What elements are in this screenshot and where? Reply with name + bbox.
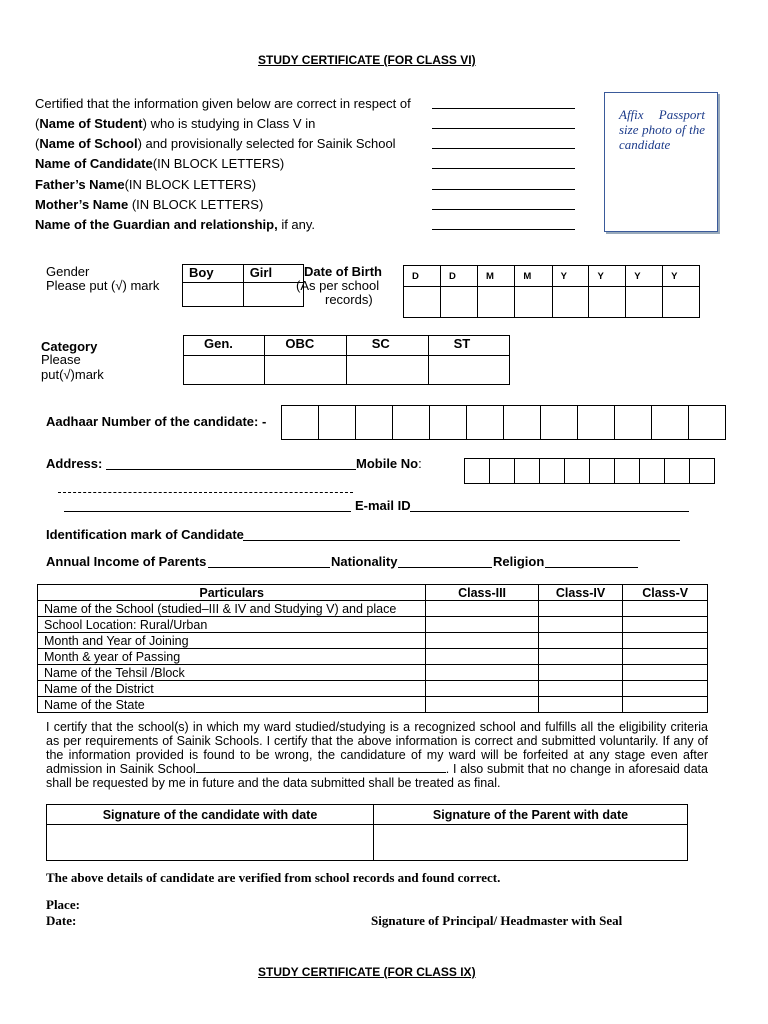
gender-label: Gender — [46, 264, 90, 279]
dob-cell-input[interactable] — [441, 287, 478, 318]
candidate-signature-label: Signature of the candidate with date — [47, 805, 374, 825]
table-row — [38, 697, 708, 713]
intro-line-2 — [35, 116, 315, 131]
dob-cell-input[interactable] — [589, 287, 626, 318]
aadhaar-digit-box[interactable] — [540, 405, 578, 440]
dob-cell-label: Y — [589, 266, 626, 287]
aadhaar-digit-box[interactable] — [577, 405, 615, 440]
religion-label: Religion — [493, 554, 545, 569]
particular-cell[interactable] — [426, 617, 538, 633]
mobile-label-text: Mobile No — [356, 456, 419, 471]
aadhaar-digit-box[interactable] — [466, 405, 504, 440]
mobile-digit-box[interactable] — [614, 458, 640, 484]
identification-field[interactable] — [243, 540, 680, 541]
particular-cell[interactable] — [426, 697, 538, 713]
particular-cell[interactable] — [538, 697, 623, 713]
category-obc-label: OBC — [265, 336, 346, 356]
intro-line-7-rest: if any. — [277, 217, 316, 232]
particular-cell[interactable] — [623, 617, 708, 633]
particular-cell[interactable] — [538, 665, 623, 681]
particular-cell[interactable] — [426, 633, 538, 649]
dob-cell-input[interactable] — [626, 287, 663, 318]
sainik-school-blank[interactable] — [196, 772, 446, 773]
category-st-box[interactable] — [428, 356, 509, 385]
particular-cell[interactable] — [426, 665, 538, 681]
particular-label: Month and Year of Joining — [38, 633, 426, 649]
aadhaar-digit-box[interactable] — [355, 405, 393, 440]
category-st-label: ST — [428, 336, 509, 356]
income-field[interactable] — [208, 567, 330, 568]
dob-cell-label: D — [404, 266, 441, 287]
paren: ( — [35, 136, 40, 151]
dob-cell-label: M — [515, 266, 552, 287]
dob-cell-label: M — [478, 266, 515, 287]
category-obc-box[interactable] — [265, 356, 346, 385]
parent-signature-label: Signature of the Parent with date — [374, 805, 688, 825]
aadhaar-digit-box[interactable] — [688, 405, 726, 440]
table-row — [38, 617, 708, 633]
particular-cell[interactable] — [538, 633, 623, 649]
particulars-table — [37, 584, 708, 713]
photo-box — [604, 92, 718, 232]
declaration-part-2: . I also submit that no change in aforesaid data shall be requested by me in future and the data submitted shall be treated as final. — [46, 762, 708, 790]
particular-cell[interactable] — [538, 617, 623, 633]
category-gen-box[interactable] — [184, 356, 265, 385]
dob-cell-input[interactable] — [478, 287, 515, 318]
dob-cell-label: Y — [663, 266, 700, 287]
intro-line-4 — [35, 156, 284, 171]
particular-cell[interactable] — [623, 601, 708, 617]
income-label: Annual Income of Parents — [46, 554, 207, 569]
blank-field[interactable] — [432, 148, 575, 149]
table-row — [38, 601, 708, 617]
dob-cell-label: Y — [626, 266, 663, 287]
name-of-candidate-label: Name of Candidate — [35, 156, 153, 171]
aadhaar-digit-box[interactable] — [281, 405, 319, 440]
signature-table — [46, 804, 688, 861]
particular-cell[interactable] — [623, 633, 708, 649]
intro-line-4-rest: (IN BLOCK LETTERS) — [152, 156, 285, 171]
category-hint-1: Please — [41, 352, 81, 367]
mobile-boxes — [465, 458, 715, 484]
table-row — [38, 633, 708, 649]
address-label: Address: — [46, 456, 103, 471]
blank-field[interactable] — [432, 108, 575, 109]
photo-instructions: Affix Passport size photo of the candidate — [619, 107, 705, 152]
name-of-school-label: Name of School — [39, 136, 138, 151]
aadhaar-digit-box[interactable] — [392, 405, 430, 440]
dob-cell-input[interactable] — [404, 287, 441, 318]
intro-line-6 — [35, 197, 263, 212]
particular-cell[interactable] — [426, 601, 538, 617]
particular-label: Name of the Tehsil /Block — [38, 665, 426, 681]
identification-label: Identification mark of Candidate — [46, 527, 244, 542]
aadhaar-digit-box[interactable] — [503, 405, 541, 440]
place-label: Place: — [46, 897, 80, 912]
gender-hint: Please put (√) mark — [46, 278, 160, 293]
aadhaar-digit-box[interactable] — [614, 405, 652, 440]
gender-boy-box[interactable] — [183, 283, 244, 307]
table-row — [38, 681, 708, 697]
gender-girl-box[interactable] — [243, 283, 303, 307]
intro-line-5 — [35, 177, 256, 192]
gender-boy-label: Boy — [183, 265, 244, 283]
mobile-digit-box[interactable] — [689, 458, 715, 484]
nationality-field[interactable] — [398, 567, 492, 568]
table-row — [38, 649, 708, 665]
dob-cell-input[interactable] — [552, 287, 589, 318]
header-class-v: Class-V — [623, 585, 708, 601]
gender-girl-label: Girl — [243, 265, 303, 283]
dob-hint-2: records) — [325, 292, 373, 307]
particular-cell[interactable] — [623, 665, 708, 681]
gender-table — [182, 264, 304, 307]
intro-line-7 — [35, 217, 315, 232]
mobile-digit-box[interactable] — [539, 458, 565, 484]
intro-line-5-rest: (IN BLOCK LETTERS) — [124, 177, 257, 192]
particular-cell[interactable] — [623, 681, 708, 697]
religion-field[interactable] — [545, 567, 638, 568]
mobile-digit-box[interactable] — [514, 458, 540, 484]
intro-line-6-rest: (IN BLOCK LETTERS) — [128, 197, 264, 212]
declaration-text — [46, 720, 708, 790]
principal-signature-label: Signature of Principal/ Headmaster with Seal — [371, 913, 623, 928]
mobile-digit-box[interactable] — [464, 458, 490, 484]
category-table — [183, 335, 510, 385]
particular-label: Month & year of Passing — [38, 649, 426, 665]
mobile-digit-box[interactable] — [639, 458, 665, 484]
mobile-colon: : — [418, 456, 422, 471]
particular-cell[interactable] — [426, 681, 538, 697]
email-label: E-mail ID — [355, 498, 411, 513]
aadhaar-digit-box[interactable] — [318, 405, 356, 440]
address-line-3[interactable] — [64, 511, 351, 512]
dob-cell-input[interactable] — [515, 287, 552, 318]
blank-field[interactable] — [432, 229, 575, 230]
address-line-2[interactable] — [58, 492, 353, 493]
nationality-label: Nationality — [331, 554, 398, 569]
particular-cell[interactable] — [623, 649, 708, 665]
blank-field[interactable] — [432, 209, 575, 210]
blank-field[interactable] — [432, 189, 575, 190]
dob-label: Date of Birth — [304, 264, 382, 279]
aadhaar-label: Aadhaar Number of the candidate: - — [46, 414, 267, 429]
category-hint-2: put(√)mark — [41, 367, 104, 382]
mobile-digit-box[interactable] — [564, 458, 590, 484]
intro-line-3 — [35, 136, 396, 151]
footer-title: STUDY CERTIFICATE (FOR CLASS IX) — [258, 965, 476, 979]
particular-label: Name of the State — [38, 697, 426, 713]
intro-line-2-rest: ) who is studying in Class V in — [142, 116, 316, 131]
declaration-part-1: I certify that the school(s) in which my ward studied/studying is a recognized school and fulfills all the eligibility criteria as per requirements of Sainik Schools. I certify that the above information is correct and submitted voluntarily. If any of the information provided is found to be wrong, the candidature of my ward will be forfeited at any stage even after admission in Sainik School — [46, 720, 708, 776]
name-of-student-label: Name of Student — [39, 116, 143, 131]
candidate-signature-box[interactable] — [47, 825, 374, 861]
intro-line-1: Certified that the information given below are correct in respect of — [35, 96, 411, 111]
header-class-iv: Class-IV — [538, 585, 623, 601]
dob-cell-input[interactable] — [663, 287, 700, 318]
page-title: STUDY CERTIFICATE (FOR CLASS VI) — [258, 53, 476, 67]
aadhaar-digit-box[interactable] — [429, 405, 467, 440]
particular-label: Name of the District — [38, 681, 426, 697]
paren: ( — [35, 116, 40, 131]
category-sc-box[interactable] — [346, 356, 428, 385]
particular-cell[interactable] — [538, 681, 623, 697]
mothers-name-label: Mother’s Name — [35, 197, 129, 212]
fathers-name-label: Father’s Name — [35, 177, 125, 192]
parent-signature-box[interactable] — [374, 825, 688, 861]
email-field[interactable] — [410, 511, 689, 512]
date-label: Date: — [46, 913, 77, 928]
dob-hint-1: (As per school — [296, 278, 380, 293]
particular-cell[interactable] — [623, 697, 708, 713]
table-row — [38, 665, 708, 681]
category-gen-label: Gen. — [184, 336, 265, 356]
category-label: Category — [41, 339, 98, 354]
particular-label: Name of the School (studied–III & IV and Studying V) and place — [38, 601, 426, 617]
particular-cell[interactable] — [538, 601, 623, 617]
category-sc-label: SC — [346, 336, 428, 356]
mobile-digit-box[interactable] — [664, 458, 690, 484]
address-field[interactable] — [106, 469, 356, 470]
particular-cell[interactable] — [538, 649, 623, 665]
particular-cell[interactable] — [426, 649, 538, 665]
mobile-label — [356, 456, 422, 471]
intro-line-3-rest: ) and provisionally selected for Sainik School — [137, 136, 396, 151]
header-particulars: Particulars — [38, 585, 426, 601]
aadhaar-boxes — [282, 405, 726, 440]
dob-table — [403, 265, 700, 318]
dob-cell-label: Y — [552, 266, 589, 287]
header-class-iii: Class-III — [426, 585, 538, 601]
guardian-label: Name of the Guardian and relationship, — [35, 217, 278, 232]
mobile-digit-box[interactable] — [489, 458, 515, 484]
blank-field[interactable] — [432, 128, 575, 129]
dob-cell-label: D — [441, 266, 478, 287]
particular-label: School Location: Rural/Urban — [38, 617, 426, 633]
verification-text: The above details of candidate are verified from school records and found correct. — [46, 870, 501, 885]
aadhaar-digit-box[interactable] — [651, 405, 689, 440]
mobile-digit-box[interactable] — [589, 458, 615, 484]
blank-field[interactable] — [432, 168, 575, 169]
